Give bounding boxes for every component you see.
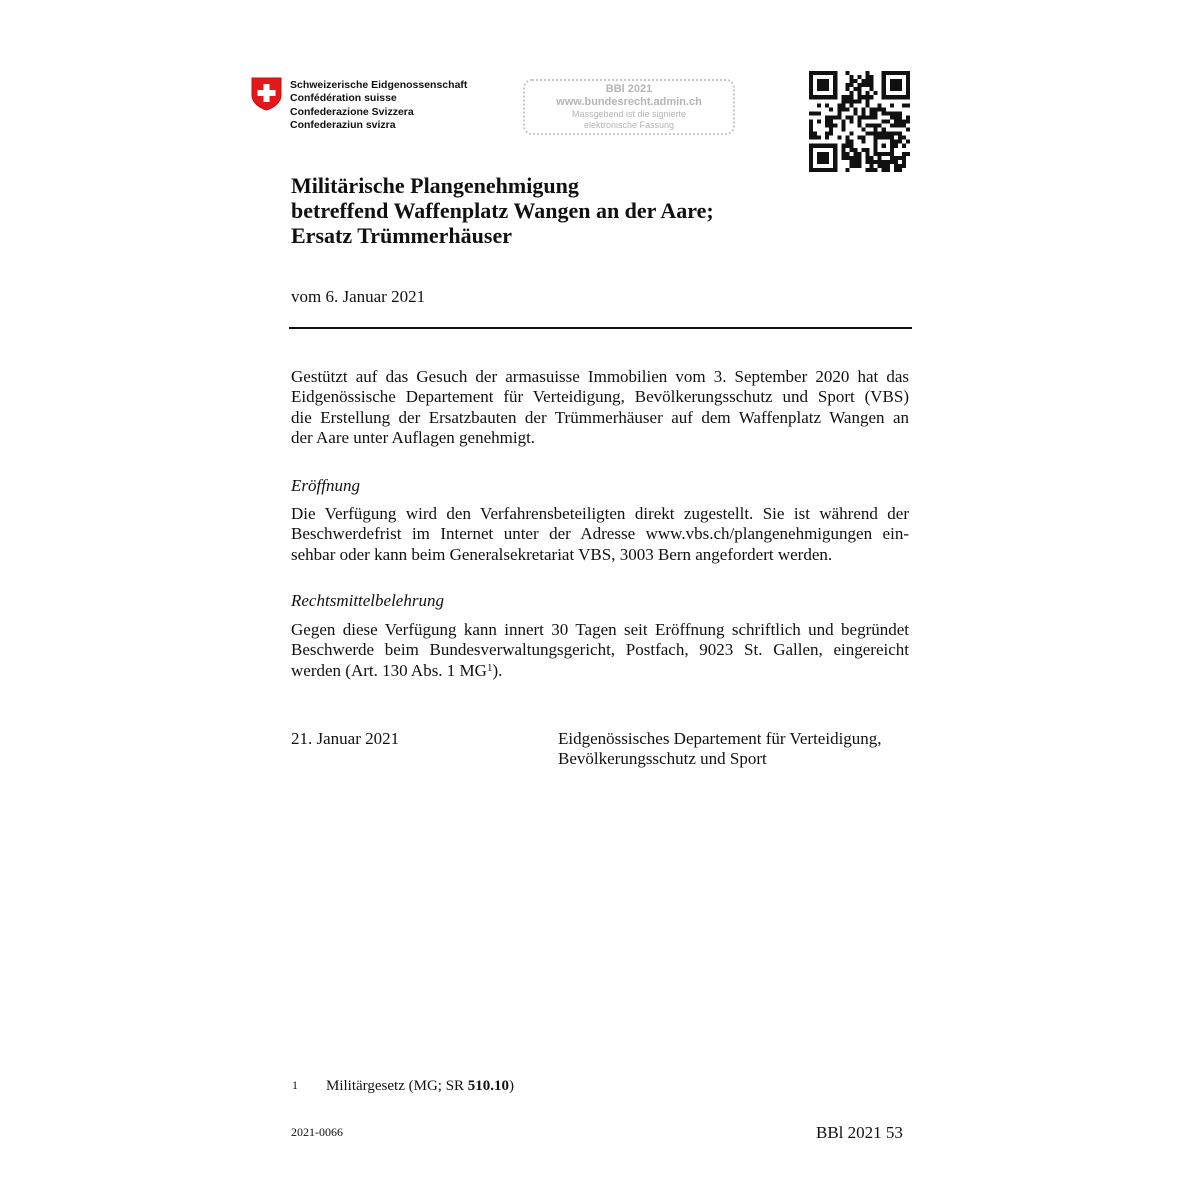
title-line: Militärische Plangenehmigung [291, 173, 579, 198]
decision-date: vom 6. Januar 2021 [291, 287, 426, 306]
intro-paragraph [291, 367, 909, 448]
page-reference: BBl 2021 53 [816, 1123, 903, 1142]
title-line: Ersatz Trümmerhäuser [291, 223, 512, 248]
footnote-text-part: ) [509, 1078, 515, 1094]
title-divider [289, 327, 912, 329]
org-name-fr: Confédération suisse [290, 92, 397, 105]
org-name-de: Schweizerische Eidgenossenschaft [290, 79, 468, 91]
paragraph-line: Gegen diese Verfügung kann innert 30 Tagen seit Eröffnung schriftlich und begründet [291, 620, 909, 639]
signature-authority [558, 729, 882, 770]
paragraph-line: der Aare unter Auflagen genehmigt. [291, 427, 536, 447]
stamp-line-4: elektronische Fassung [583, 120, 675, 130]
signature-line: Eidgenössisches Departement für Verteidigung, [558, 729, 882, 748]
swiss-cross-shield-icon [251, 77, 282, 111]
paragraph-line: die Erstellung der Ersatzbauten der Trümmerhäuser auf dem Waffenplatz Wangen an [291, 407, 909, 427]
signature-date: 21. Januar 2021 [291, 729, 400, 748]
section-paragraph-eroeffnung [291, 504, 909, 565]
title-line: betreffend Waffenplatz Wangen an der Aare; [291, 198, 714, 223]
org-name-rm: Confederaziun svizra [290, 119, 396, 132]
footnote-reference[interactable]: 1 [486, 661, 493, 674]
org-name-it: Confederazione Svizzera [290, 105, 414, 118]
section-paragraph-rechtsmittel [291, 620, 909, 681]
signature-line: Bevölkerungsschutz und Sport [558, 749, 767, 769]
paragraph-text: werden (Art. 130 Abs. 1 MG [291, 660, 487, 680]
paragraph-line: Beschwerde beim Bundesverwaltungsgericht, Postfach, 9023 St. Gallen, eingereicht [291, 640, 909, 660]
federal-org-names [290, 79, 467, 133]
paragraph-line: Die Verfügung wird den Verfahrensbeteiligten direkt zugestellt. Sie ist während der [291, 504, 909, 523]
paragraph-line: Beschwerdefrist im Internet unter der Adresse www.vbs.ch/plangenehmigungen ein- [291, 524, 909, 544]
footnote-number: 1 [292, 1078, 298, 1092]
paragraph-line [291, 661, 909, 681]
footnote-text [326, 1078, 514, 1095]
qr-code-icon [809, 71, 910, 172]
publication-stamp [523, 79, 735, 135]
stamp-line-1: BBl 2021 [605, 83, 653, 95]
paragraph-line: Eidgenössische Departement für Verteidigung, Bevölkerungsschutz und Sport (VBS) [291, 387, 909, 407]
paragraph-line: sehbar oder kann beim Generalsekretariat VBS, 3003 Bern angefordert werden. [291, 544, 833, 564]
section-heading-eroeffnung: Eröffnung [291, 476, 360, 495]
paragraph-line: Gestützt auf das Gesuch der armasuisse Immobilien vom 3. September 2020 hat das [291, 367, 909, 386]
paragraph-text: ). [492, 660, 503, 680]
footnote-text-part: Militärgesetz (MG; SR [326, 1078, 468, 1094]
footnote-sr-number: 510.10 [467, 1078, 510, 1094]
stamp-line-2: www.bundesrecht.admin.ch [556, 96, 702, 108]
stamp-line-3: Massgebend ist die signierte [571, 109, 687, 119]
document-number: 2021-0066 [291, 1125, 343, 1139]
document-title [291, 173, 714, 248]
section-heading-rechtsmittel: Rechtsmittelbelehrung [291, 591, 444, 610]
